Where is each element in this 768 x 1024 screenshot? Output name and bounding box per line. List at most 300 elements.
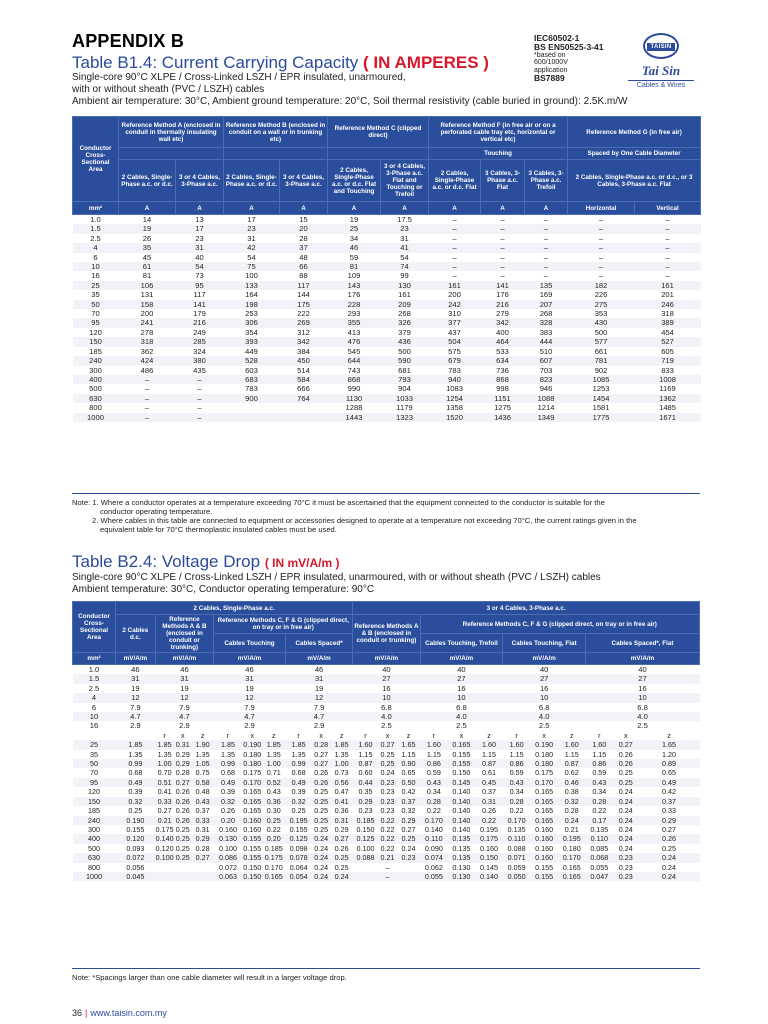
data-cell: 59	[349, 252, 359, 262]
data-cell: 379	[398, 327, 411, 337]
table2-desc-2: Ambient temperature: 30°C, Conductor operating temperature: 90°C	[72, 584, 375, 595]
data-cell: 1.35	[157, 749, 172, 759]
data-cell: 0.27	[314, 749, 329, 759]
data-cell: 0.26	[175, 787, 190, 797]
data-cell: –	[429, 243, 481, 252]
data-cell: 0.33	[155, 797, 174, 806]
row-area-cell: 400	[73, 834, 116, 843]
data-cell	[397, 863, 420, 872]
data-cell: 0.27	[192, 853, 214, 862]
table-row	[73, 234, 701, 243]
data-cell: 0.25	[618, 768, 633, 778]
table-row	[73, 290, 701, 299]
data-cell: 143	[328, 281, 381, 290]
table-row	[73, 413, 701, 422]
data-cell: 0.37	[397, 797, 420, 806]
data-cell: 0.160	[243, 815, 262, 825]
data-cell: 0.165	[243, 796, 262, 806]
data-cell: 355	[328, 318, 381, 327]
data-cell: 0.49	[638, 778, 699, 787]
data-cell: 683	[224, 375, 280, 384]
data-cell: 400	[496, 327, 509, 337]
data-cell: 19	[314, 683, 324, 693]
data-cell: 46	[245, 665, 254, 674]
data-cell: 312	[297, 327, 310, 337]
data-cell: 158	[119, 300, 176, 309]
data-cell: 0.23	[380, 787, 395, 797]
data-cell: 0.170	[530, 778, 558, 787]
table-row	[73, 806, 700, 815]
data-cell: 269	[280, 318, 328, 327]
data-cell: 533	[496, 346, 509, 356]
data-cell: 0.87	[558, 759, 586, 768]
data-cell: 354	[245, 327, 258, 337]
data-cell: 0.24	[558, 816, 586, 825]
data-cell: 1485	[659, 403, 676, 413]
data-cell: 0.190	[243, 740, 262, 750]
data-cell: –	[598, 271, 604, 281]
data-cell: 0.60	[358, 768, 373, 778]
data-cell: 0.165	[448, 740, 476, 749]
standard-note-3: application	[534, 66, 568, 74]
table-row	[73, 366, 701, 375]
data-cell: 0.155	[243, 853, 262, 863]
data-cell: –	[543, 252, 549, 262]
row-area-cell: 25	[73, 740, 116, 749]
data-cell: 0.140	[475, 872, 503, 881]
data-cell: 0.29	[397, 816, 420, 825]
data-cell: 1.15	[564, 749, 579, 759]
data-cell: 545	[347, 346, 361, 356]
table2-note: Note: *Spacings larger than one cable diameter will result in a larger voltage drop.	[72, 973, 347, 982]
data-cell: 176	[496, 290, 509, 300]
data-cell: –	[525, 224, 568, 233]
data-cell: 226	[594, 290, 608, 300]
data-cell: 783	[448, 365, 461, 375]
data-cell: 0.43	[192, 797, 214, 806]
data-cell: 0.99	[116, 759, 156, 768]
data-cell: 268	[539, 309, 553, 319]
data-cell: 0.59	[426, 768, 441, 778]
data-cell: 0.180	[535, 749, 554, 759]
table-row	[73, 253, 701, 262]
standard-1: IEC60502-1	[534, 33, 580, 43]
data-cell: 28	[299, 233, 308, 243]
data-cell	[397, 872, 420, 881]
data-cell: 2.5	[456, 721, 467, 731]
data-cell: 0.190	[116, 816, 156, 825]
data-cell: 35	[119, 243, 176, 252]
data-cell: –	[452, 252, 457, 262]
data-cell: –	[378, 872, 397, 881]
vd-unit: mV/A/m	[420, 653, 503, 665]
table-row	[73, 384, 701, 393]
data-cell: 0.25	[175, 853, 190, 863]
data-cell: 1.85	[285, 740, 311, 749]
data-cell: 27	[353, 674, 420, 683]
data-cell: 527	[635, 337, 701, 346]
data-cell: –	[119, 375, 176, 384]
data-cell: 342	[481, 318, 525, 327]
data-cell: 1085	[568, 375, 635, 384]
data-cell: 0.086	[214, 853, 243, 862]
data-cell: 0.140	[424, 824, 443, 834]
rxz-label: z	[200, 730, 205, 740]
data-cell: 0.32	[116, 797, 156, 806]
vd-col-ref-cfg: Reference Methods C, F & G (clipped direct, on tray or in free air)	[214, 615, 353, 634]
table1-desc-1: Single-core 90°C XLPE / Cross-Linked LSZH / EPR insulated, unarmoured,	[72, 72, 406, 83]
data-cell: 0.71	[266, 768, 281, 778]
data-cell	[224, 403, 280, 412]
table-row	[73, 347, 701, 356]
data-cell: 0.25	[397, 834, 420, 843]
data-cell: 0.175	[262, 853, 285, 862]
row-area-cell: 35	[91, 290, 100, 300]
data-cell: 1.15	[358, 749, 373, 759]
data-cell: 46	[180, 665, 189, 674]
data-cell: –	[568, 262, 635, 271]
data-cell: 141	[176, 300, 224, 309]
data-cell: 46	[314, 665, 324, 674]
data-cell: 0.074	[420, 853, 448, 862]
data-cell: –	[119, 394, 176, 403]
data-cell: 0.100	[356, 843, 375, 853]
data-cell	[155, 872, 174, 881]
data-cell: 0.072	[219, 862, 237, 872]
data-cell: 0.25	[314, 806, 329, 816]
data-cell: 0.140	[155, 834, 174, 844]
data-cell: 310	[448, 309, 461, 319]
unit-a: A	[280, 202, 328, 215]
data-cell: 0.32	[558, 797, 586, 806]
data-cell: 0.140	[448, 816, 476, 825]
data-cell: 666	[297, 384, 310, 394]
data-cell: 279	[496, 309, 509, 319]
data-cell: 0.135	[448, 853, 476, 862]
data-cell: 161	[635, 281, 701, 290]
rxz-label: r	[515, 730, 518, 740]
data-cell: 0.135	[448, 834, 476, 843]
data-cell: 31	[247, 233, 256, 243]
data-cell: 1.85	[155, 740, 174, 749]
data-cell: 4.7	[285, 712, 352, 721]
data-cell: 0.155	[452, 749, 471, 759]
data-cell: 1130	[328, 394, 381, 403]
data-cell: 0.088	[507, 843, 526, 853]
row-area-cell: 50	[73, 300, 119, 309]
data-cell: 681	[398, 365, 411, 375]
data-cell: 12	[214, 693, 286, 702]
col-f-3trefoil: 3 Cables, 3-Phase a.c. Trefoil	[525, 160, 568, 202]
table-row	[73, 243, 701, 252]
data-cell: 209	[381, 300, 429, 309]
data-cell: 249	[193, 327, 206, 337]
data-cell: 0.28	[175, 768, 190, 778]
data-cell: 133	[224, 281, 280, 290]
data-cell: 0.24	[618, 787, 633, 797]
data-cell: 1.00	[155, 759, 174, 768]
data-cell: 2.5	[381, 721, 392, 731]
data-cell: 0.140	[452, 787, 471, 797]
col-b-3cables: 3 or 4 Cables, 3-Phase a.c.	[280, 160, 328, 202]
data-cell: 0.056	[126, 862, 145, 872]
vd-unit: mV/A/m	[285, 653, 352, 665]
data-cell: 0.155	[243, 843, 262, 853]
data-cell: 743	[347, 365, 361, 375]
data-cell: 0.072	[116, 853, 156, 862]
data-cell: 0.24	[638, 853, 699, 862]
col-spaced: Spaced by One Cable Diameter	[568, 148, 701, 160]
data-cell: 182	[568, 281, 635, 290]
logo-emblem-icon: TAISIN	[643, 33, 679, 59]
data-cell: 0.054	[285, 872, 311, 881]
data-cell: 0.42	[661, 787, 676, 797]
data-cell: 144	[297, 290, 310, 300]
data-cell: 0.047	[586, 872, 614, 881]
data-cell: 0.32	[285, 797, 311, 806]
data-cell: 201	[661, 290, 674, 300]
vd-col-single-phase: 2 Cables, Single-Phase a.c.	[116, 602, 353, 615]
data-cell: 0.140	[452, 806, 471, 816]
row-area-cell: 300	[89, 365, 102, 375]
data-cell: 40	[382, 665, 391, 674]
data-cell: 0.25	[380, 749, 395, 759]
table1-body	[73, 215, 701, 422]
data-cell: –	[568, 243, 635, 252]
data-cell: 19	[119, 224, 176, 233]
data-cell: 0.43	[420, 778, 448, 787]
rxz-label: x	[542, 730, 546, 740]
data-cell: 268	[398, 309, 411, 319]
data-cell: 486	[140, 365, 154, 375]
data-cell: 0.22	[475, 816, 503, 825]
data-cell: 4.7	[155, 712, 213, 721]
data-cell: 0.160	[480, 843, 498, 853]
data-cell: 430	[568, 318, 635, 327]
data-cell: 0.26	[618, 749, 633, 759]
data-cell: 575	[448, 346, 461, 356]
data-cell: 0.27	[312, 759, 331, 768]
col-ref-f: Reference Method F (in free air or on a perforated cable tray etc, horizontal or vertical etc)	[429, 117, 568, 148]
data-cell: 783	[245, 384, 258, 394]
vd-col-trefoil: Cables Touching, Trefoil	[420, 634, 503, 653]
website-link[interactable]: www.taisin.com.my	[90, 1008, 167, 1018]
data-cell: 10	[420, 693, 503, 702]
data-cell: 0.38	[564, 787, 579, 797]
data-cell	[280, 403, 328, 412]
data-cell: 7.9	[179, 702, 190, 712]
data-cell: –	[481, 243, 525, 252]
data-cell: 0.22	[378, 816, 397, 825]
data-cell: 1151	[481, 394, 525, 403]
data-cell: 0.071	[503, 853, 531, 862]
data-cell: –	[525, 243, 568, 252]
data-cell: 0.43	[503, 778, 531, 787]
data-cell: 0.155	[448, 759, 476, 768]
table2-bottom-rule	[72, 968, 700, 969]
data-cell: 353	[594, 309, 608, 319]
data-cell: 12	[285, 693, 352, 702]
data-cell: 40	[195, 252, 204, 262]
data-cell: 0.170	[420, 816, 448, 825]
data-cell: –	[119, 413, 176, 422]
logo-tagline: Cables & Wires	[628, 80, 694, 89]
data-cell: 0.050	[503, 872, 531, 881]
data-cell: 424	[119, 356, 176, 365]
data-cell: 0.24	[380, 768, 395, 778]
data-cell: 1214	[537, 403, 555, 413]
data-cell: 1.15	[592, 749, 607, 759]
data-cell: 0.064	[289, 862, 308, 872]
data-cell: 0.25	[262, 816, 285, 825]
data-cell: 0.22	[426, 806, 441, 816]
data-cell: 0.125	[353, 834, 378, 843]
data-cell: 389	[635, 318, 701, 327]
data-cell: 0.62	[564, 768, 579, 778]
data-cell: 1.15	[401, 749, 416, 759]
data-cell: 1169	[659, 384, 676, 394]
table1-title: Table B1.4: Current Carrying Capacity ( IN AMPERES )	[72, 53, 489, 72]
data-cell: 0.165	[530, 816, 558, 825]
data-cell: –	[500, 233, 505, 243]
data-cell: 1.60	[475, 740, 503, 749]
data-cell: 0.25	[334, 862, 349, 872]
data-cell: 1.60	[586, 740, 614, 749]
data-cell: 0.45	[475, 778, 503, 787]
rxz-label: r	[297, 730, 300, 740]
data-cell	[174, 863, 192, 872]
data-cell: 0.25	[314, 787, 329, 797]
data-cell: 0.25	[314, 824, 329, 834]
data-cell: 946	[539, 384, 553, 394]
rxz-label: z	[406, 730, 411, 740]
table-row	[73, 750, 700, 759]
data-cell: 0.42	[401, 787, 416, 797]
blank-cell	[116, 731, 156, 740]
unit-a: A	[481, 202, 525, 215]
data-cell: 0.46	[558, 778, 586, 787]
row-area-cell: 95	[73, 778, 116, 787]
data-cell: 450	[280, 356, 328, 365]
data-cell: 0.27	[175, 777, 190, 787]
data-cell: 117	[193, 290, 206, 300]
data-cell: 1008	[635, 375, 701, 384]
col-ref-c: Reference Method C (clipped direct)	[328, 117, 429, 148]
data-cell: 0.160	[535, 843, 554, 853]
data-cell: 216	[481, 300, 525, 309]
data-cell: 99	[400, 271, 409, 281]
data-cell: 362	[140, 346, 154, 356]
data-cell: 0.28	[195, 843, 210, 853]
table-row	[73, 712, 700, 721]
data-cell: 40	[539, 665, 549, 674]
table-row	[73, 844, 700, 853]
data-cell: 0.23	[613, 872, 638, 881]
data-cell: 16	[457, 683, 466, 693]
row-area-cell: 6	[93, 252, 98, 262]
table-row	[73, 778, 700, 787]
data-cell: 0.22	[509, 806, 524, 816]
data-cell: 42	[224, 243, 280, 252]
row-area-cell: 150	[73, 797, 116, 806]
data-cell: 0.51	[155, 778, 174, 787]
note-2b: equivalent table for 70°C thermoplastic insulated cables must be used.	[100, 525, 337, 534]
vd-col-dc: 2 Cables d.c.	[116, 615, 156, 653]
row-area-cell: 35	[90, 749, 98, 759]
data-cell: –	[543, 271, 549, 281]
table-row	[73, 394, 701, 403]
table-row	[73, 674, 700, 683]
data-cell: 61	[119, 262, 176, 271]
data-cell: 0.59	[509, 768, 524, 778]
logo-name: Tai Sin	[641, 63, 681, 78]
data-cell: 0.49	[285, 778, 311, 787]
data-cell: 1.05	[192, 759, 214, 768]
data-cell: 0.165	[535, 787, 554, 797]
data-cell: 75	[224, 262, 280, 271]
data-cell: 1362	[635, 394, 701, 403]
col-a-3cables: 3 or 4 Cables, 3-Phase a.c.	[176, 160, 224, 202]
standards-block	[534, 34, 603, 83]
col-area: Conductor Cross-Sectional Area	[73, 117, 119, 202]
col-f-2cables: 2 Cables, Single-Phase a.c. or d.c. Flat	[429, 160, 481, 202]
data-cell: 0.27	[378, 740, 397, 749]
data-cell: 0.34	[426, 787, 441, 797]
col-ref-b: Reference Method B (enclosed in conduit on a wall or in trunking etc)	[224, 117, 328, 148]
data-cell: 12	[155, 693, 213, 702]
data-cell: 0.23	[358, 806, 373, 816]
data-cell: –	[176, 394, 224, 403]
data-cell: 0.160	[535, 824, 554, 834]
data-cell: 1520	[429, 413, 481, 422]
data-cell: 0.20	[214, 816, 243, 825]
vd-unit: mV/A/m	[503, 653, 586, 665]
data-cell: 0.135	[452, 843, 471, 853]
data-cell: 0.26	[312, 778, 331, 787]
data-cell: 0.090	[424, 843, 443, 853]
data-cell: 130	[381, 281, 429, 290]
data-cell: 0.17	[586, 816, 614, 825]
data-cell: 175	[280, 300, 328, 309]
data-cell: 176	[347, 290, 361, 300]
voltage-drop-table	[72, 601, 700, 881]
row-area-cell: 16	[89, 721, 99, 731]
data-cell: 0.23	[378, 797, 397, 806]
data-cell: 0.52	[262, 778, 285, 787]
table-row	[73, 787, 700, 796]
data-cell: 0.190	[530, 740, 558, 749]
row-area-cell: 120	[88, 787, 100, 797]
row-area-cell: 1.0	[90, 215, 101, 224]
standard-note-1: *based on	[534, 51, 566, 59]
data-cell: 179	[193, 309, 206, 319]
vd-col-ref-ab-3: Reference Methods A & B (enclosed in conduit or trunking)	[353, 615, 420, 653]
data-cell: –	[176, 375, 224, 384]
data-cell: 4.0	[503, 712, 586, 721]
data-cell: 0.165	[243, 806, 262, 816]
data-cell: 0.32	[214, 797, 243, 806]
table2-body-small	[73, 665, 700, 731]
data-cell: 13	[195, 215, 204, 224]
data-cell: 0.39	[221, 787, 235, 797]
data-cell: –	[598, 233, 604, 243]
data-cell: 0.99	[285, 759, 311, 768]
data-cell: 449	[245, 346, 258, 356]
data-cell: 131	[140, 290, 154, 300]
col-g-cables: 2 Cables, Single-Phase a.c. or d.c., or 3 Cables, 3-Phase a.c. Flat	[568, 160, 701, 202]
col-ref-g: Reference Method G (in free air)	[568, 117, 701, 148]
data-cell: 4.7	[116, 712, 156, 721]
